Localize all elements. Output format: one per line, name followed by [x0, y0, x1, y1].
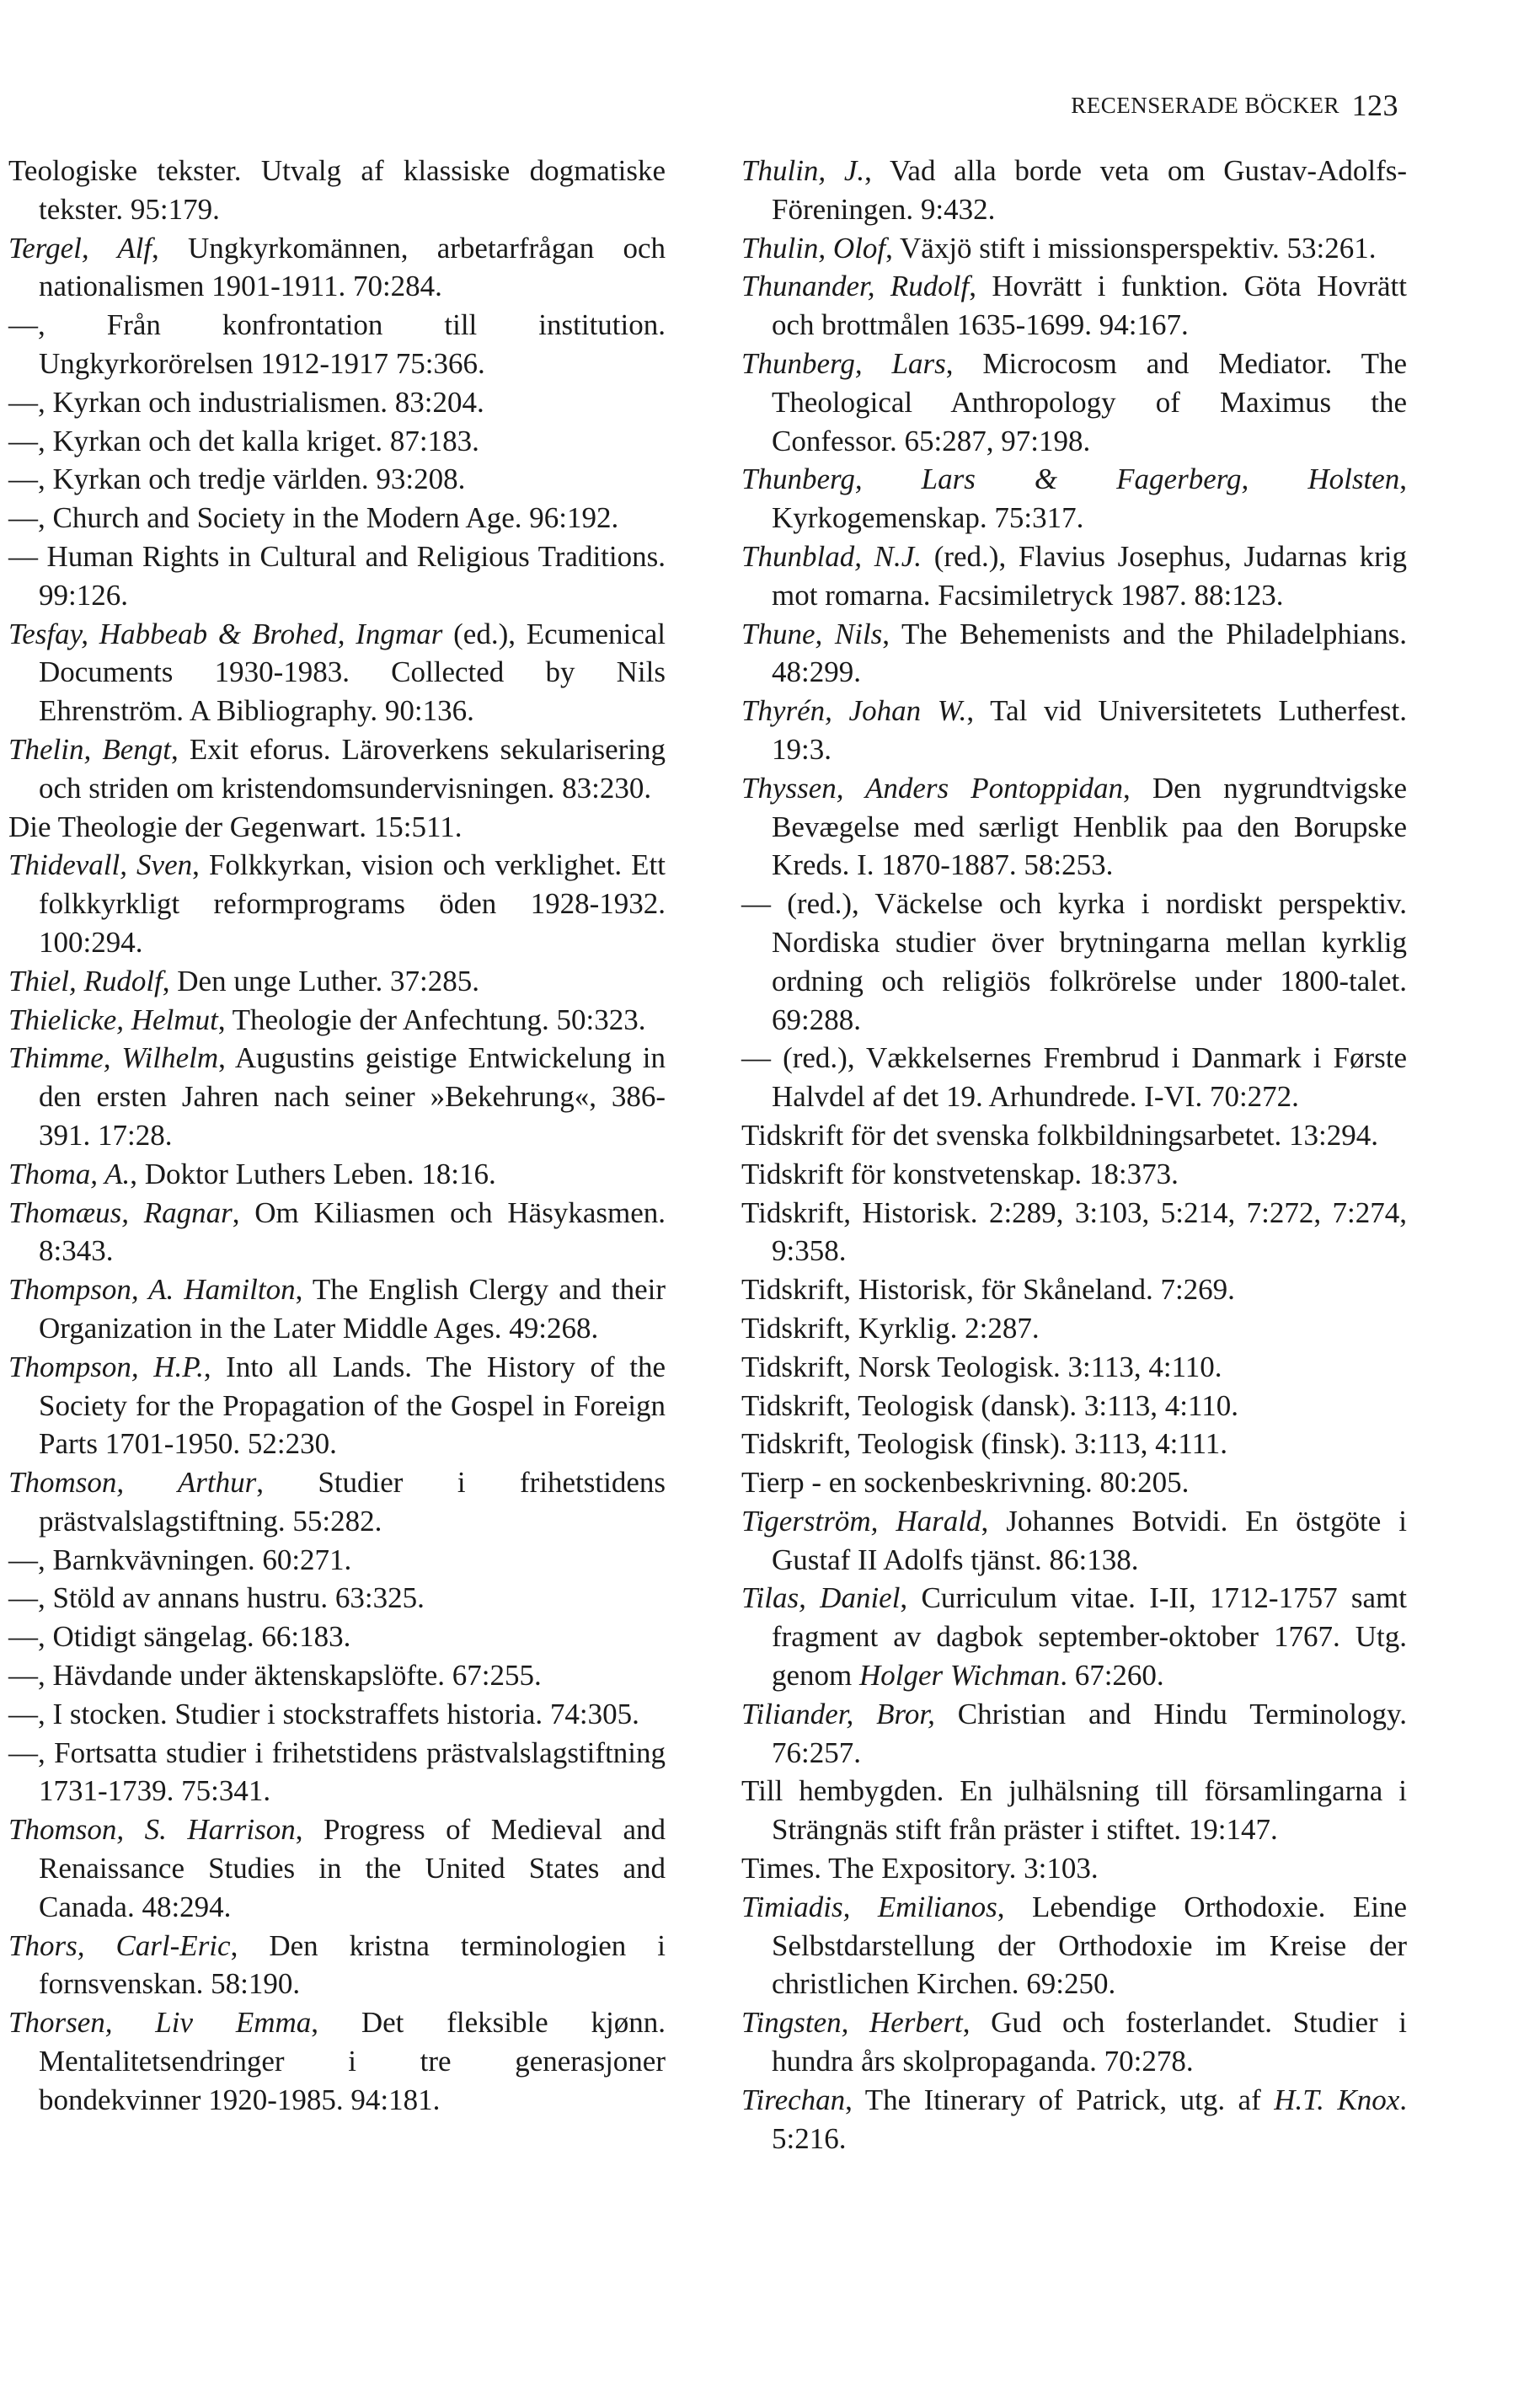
index-entry	[741, 2081, 1407, 2158]
entry-text: —, Kyrkan och det kalla kriget. 87:183.	[8, 424, 479, 457]
index-entry	[741, 1194, 1407, 1271]
entry-text: , Doktor Luthers Leben. 18:16.	[130, 1157, 496, 1190]
index-entry	[8, 499, 666, 537]
entry-author: Thunberg, Lars	[741, 346, 946, 380]
index-entry	[741, 267, 1407, 345]
entry-author: Thune, Nils	[741, 617, 883, 650]
index-entry	[8, 1039, 666, 1154]
index-entry	[8, 1618, 666, 1656]
index-entry	[741, 460, 1407, 537]
index-entry	[741, 692, 1407, 769]
index-entry	[741, 1425, 1407, 1463]
entry-text: —, Kyrkan och tredje världen. 93:208.	[8, 463, 466, 496]
entry-text: Tidskrift, Teologisk (dansk). 3:113, 4:110.	[741, 1388, 1238, 1422]
entry-author: Thulin, Olof	[741, 231, 886, 265]
entry-author: Thielicke, Helmut	[8, 1003, 218, 1036]
entry-author: Thompson, A. Hamilton	[8, 1273, 296, 1307]
entry-text: , Curriculum vitae. I-II, 1712-1757 samt fragment av dagbok september-oktober 1767. Utg. genom	[772, 1581, 1407, 1693]
entry-author: Thidevall, Sven	[8, 848, 193, 882]
entry-author: Thunblad, N.J.	[741, 539, 922, 573]
entry-author: Tigerström, Harald	[741, 1504, 981, 1538]
entry-text: , Folkkyrkan, vision och verklighet. Ett folkkyrkligt reformprograms öden 1928-1932. 100:294.	[39, 848, 666, 959]
entry-text: , The Behemenists and the Philadelphians. 48:299.	[772, 617, 1407, 689]
entry-text: , Gud och fosterlandet. Studier i hundra års skolpropaganda. 70:278.	[772, 2006, 1407, 2078]
entry-author: Thompson, H.P.	[8, 1350, 204, 1383]
index-entry	[741, 769, 1407, 885]
index-entry	[8, 152, 666, 229]
entry-author: Thiel, Rudolf	[8, 964, 163, 997]
entry-text: , Lebendige Orthodoxie. Eine Selbstdarstellung der Orthodoxie im Kreise der christlichen Kirchen. 69:250.	[772, 1890, 1407, 2001]
entry-author: Tergel, Alf	[8, 231, 152, 265]
entry-text: Tidskrift, Historisk. 2:289, 3:103, 5:214, 7:272, 7:274, 9:358.	[741, 1195, 1407, 1268]
entry-text: Teologiske tekster. Utvalg af klassiske dogmatiske tekster. 95:179.	[8, 154, 666, 226]
entry-text: Christian and Hindu Terminology. 76:257.	[772, 1697, 1407, 1769]
entry-text: Tidskrift, Norsk Teologisk. 3:113, 4:110.	[741, 1350, 1222, 1383]
index-entry	[741, 2003, 1407, 2081]
index-entry	[741, 1463, 1407, 1502]
entry-author: Thyssen, Anders Pontoppidan	[741, 771, 1124, 805]
entry-text: , Augustins geistige Entwickelung in den ersten Jahren nach seiner »Bekehrung«, 386-391. 17:28.	[39, 1041, 666, 1152]
entry-author: Thomson, Arthur	[8, 1466, 257, 1500]
entry-text: , Hovrätt i funktion. Göta Hovrätt och brottmålen 1635-1699. 94:167.	[772, 270, 1407, 342]
index-entry	[8, 1927, 666, 2004]
entry-text: , Vad alla borde veta om Gustav-Adolfs-Föreningen. 9:432.	[772, 154, 1407, 226]
entry-text: Tidskrift, Teologisk (finsk). 3:113, 4:111.	[741, 1427, 1228, 1461]
entry-text: —, Från konfrontation till institution. Ungkyrkorörelsen 1912-1917 75:366.	[8, 308, 666, 380]
index-entry	[741, 1116, 1407, 1155]
entry-author: Thoma, A.	[8, 1157, 131, 1190]
entry-text: —, Kyrkan och industrialismen. 83:204.	[8, 385, 484, 419]
running-title: RECENSERADE BÖCKER	[1071, 93, 1339, 118]
entry-text: , Kyrkogemenskap. 75:317.	[772, 463, 1407, 535]
index-entry	[741, 152, 1407, 229]
index-entry	[8, 615, 666, 730]
index-entry	[741, 885, 1407, 1039]
index-entry	[741, 1348, 1407, 1387]
entry-text: —, Otidigt sängelag. 66:183.	[8, 1620, 351, 1654]
entry-text: , Microcosm and Mediator. The Theological Anthropology of Maximus the Confessor. 65:287, 97:198.	[772, 346, 1408, 457]
entry-text: —, I stocken. Studier i stockstraffets historia. 74:305.	[8, 1697, 639, 1730]
entry-text: , Tal vid Universitetets Lutherfest. 19:3.	[772, 694, 1407, 766]
entry-text: Tidskrift för det svenska folkbildningsarbetet. 13:294.	[741, 1118, 1378, 1152]
index-entry	[8, 1734, 666, 1811]
index-entry	[741, 1695, 1407, 1773]
index-entry	[8, 2003, 666, 2119]
index-entry	[8, 962, 666, 1001]
index-entry	[741, 1387, 1407, 1425]
index-entry	[8, 383, 666, 422]
index-entry	[741, 1849, 1407, 1888]
entry-tail: . 5:216.	[772, 2083, 1407, 2155]
index-entry	[8, 730, 666, 808]
index-entry	[741, 1309, 1407, 1348]
index-entry	[8, 1001, 666, 1040]
entry-text: , Progress of Medieval and Renaissance Studies in the United States and Canada. 48:294.	[39, 1813, 666, 1923]
entry-text: , Ungkyrkomännen, arbetarfrågan och nationalismen 1901-1911. 70:284.	[39, 231, 666, 303]
index-entry	[741, 537, 1407, 615]
entry-text: , Into all Lands. The History of the Society for the Propagation of the Gospel in Foreign Parts 1701-1950. 52:230.	[39, 1350, 666, 1461]
entry-text: (ed.), Ecumenical Documents 1930-1983. Collected by Nils Ehrenström. A Bibliography. 90:136.	[39, 617, 666, 728]
entry-author: Timiadis, Emilianos	[741, 1890, 997, 1923]
entry-author: Thunander, Rudolf	[741, 270, 970, 303]
index-entry	[8, 1463, 666, 1541]
index-entry	[8, 306, 666, 383]
entry-author: Tiliander, Bror,	[741, 1697, 935, 1730]
entry-text: Die Theologie der Gegenwart. 15:511.	[8, 810, 463, 843]
index-entry	[741, 1270, 1407, 1309]
entry-editor: Holger Wichman	[859, 1659, 1061, 1693]
entry-text: (red.), Flavius Josephus, Judarnas krig mot romarna. Facsimiletryck 1987. 88:123.	[772, 539, 1408, 612]
entry-author: Thyrén, Johan W.	[741, 694, 967, 728]
entry-text: , Växjö stift i missionsperspektiv. 53:261.	[885, 231, 1377, 265]
index-entry	[8, 846, 666, 961]
left-column	[8, 152, 666, 2120]
page-number: 123	[1351, 88, 1398, 122]
entry-author: Thimme, Wilhelm	[8, 1041, 219, 1075]
entry-text: Tidskrift för konstvetenskap. 18:373.	[741, 1157, 1179, 1190]
entry-text: — (red.), Vækkelsernes Frembrud i Danmark i Første Halvdel af det 19. Arhundrede. I-VI. 70:272.	[741, 1041, 1407, 1114]
entry-text: , Om Kiliasmen och Häsykasmen. 8:343.	[39, 1195, 666, 1268]
entry-text: , The English Clergy and their Organization in the Later Middle Ages. 49:268.	[39, 1273, 666, 1345]
index-entry	[8, 1348, 666, 1463]
entry-text: , Den nygrundtvigske Bevægelse med særligt Henblik paa den Borupske Kreds. I. 1870-1887. 58:253.	[772, 771, 1407, 882]
index-entry	[8, 1270, 666, 1348]
index-entry	[741, 1888, 1407, 2003]
entry-editor: H.T. Knox	[1274, 2083, 1400, 2116]
entry-author: Thomson, S. Harrison	[8, 1813, 296, 1847]
entry-text: — (red.), Väckelse och kyrka i nordiskt perspektiv. Nordiska studier över brytningarna mellan kyrklig ordning och religiös folkrörelse under 1800-talet. 69:288.	[741, 887, 1407, 1036]
entry-author: Thomæus, Ragnar	[8, 1195, 233, 1229]
entry-text: , Studier i frihetstidens prästvalslagstiftning. 55:282.	[39, 1466, 666, 1538]
index-entry	[8, 460, 666, 499]
entry-tail: . 67:260.	[1060, 1659, 1164, 1693]
entry-author: Thorsen, Liv Emma	[8, 2006, 312, 2040]
index-entry	[8, 1541, 666, 1580]
entry-author: Thulin, J.	[741, 154, 865, 187]
entry-text: , The Itinerary of Patrick, utg. af	[845, 2083, 1275, 2116]
entry-text: , Exit eforus. Läroverkens sekularisering och striden om kristendomsundervisningen. 83:230.	[39, 732, 666, 805]
index-entry	[741, 615, 1407, 693]
entry-author: Tilas, Daniel	[741, 1581, 901, 1615]
entry-text: , Den unge Luther. 37:285.	[162, 964, 479, 997]
index-entry	[741, 345, 1407, 460]
entry-text: —, Fortsatta studier i frihetstidens prästvalslagstiftning 1731-1739. 75:341.	[8, 1735, 666, 1808]
entry-text: Till hembygden. En julhälsning till församlingarna i Strängnäs stift från präster i stiftet. 19:147.	[741, 1774, 1407, 1847]
entry-author: Thunberg, Lars & Fagerberg, Holsten	[741, 463, 1400, 496]
index-entry	[8, 808, 666, 847]
entry-author: Tesfay, Habbeab & Brohed, Ingmar	[8, 617, 443, 650]
entry-author: Tirechan	[741, 2083, 846, 2116]
entry-text: Times. The Expository. 3:103.	[741, 1852, 1099, 1885]
entry-author: Thelin, Bengt	[8, 732, 171, 766]
entry-text: —, Church and Society in the Modern Age. 96:192.	[8, 501, 619, 535]
index-entry	[8, 1695, 666, 1734]
index-entry	[741, 1579, 1407, 1694]
index-entry	[8, 229, 666, 307]
entry-text: —, Barnkvävningen. 60:271.	[8, 1543, 352, 1576]
entry-text: , Johannes Botvidi. En östgöte i Gustaf II Adolfs tjänst. 86:138.	[772, 1504, 1407, 1576]
entry-text: — Human Rights in Cultural and Religious Traditions. 99:126.	[8, 539, 666, 612]
index-entry	[8, 537, 666, 615]
entry-text: , Den kristna terminologien i fornsvenskan. 58:190.	[39, 1928, 666, 2001]
index-entry	[741, 1039, 1407, 1116]
index-entry	[741, 1155, 1407, 1194]
entry-text: , Theologie der Anfechtung. 50:323.	[217, 1003, 646, 1036]
entry-author: Tingsten, Herbert	[741, 2006, 963, 2040]
entry-text: —, Hävdande under äktenskapslöfte. 67:255.	[8, 1659, 542, 1693]
entry-text: Tierp - en sockenbeskrivning. 80:205.	[741, 1466, 1190, 1500]
entry-text: —, Stöld av annans hustru. 63:325.	[8, 1581, 425, 1615]
index-entry	[8, 1656, 666, 1695]
index-entry	[8, 1810, 666, 1926]
index-entry	[741, 1502, 1407, 1580]
right-column	[741, 152, 1407, 2158]
entry-author: Thors, Carl-Eric	[8, 1928, 231, 1962]
entry-text: Tidskrift, Historisk, för Skåneland. 7:269.	[741, 1273, 1235, 1307]
index-entry	[8, 1155, 666, 1194]
index-entry	[741, 229, 1407, 268]
entry-text: Tidskrift, Kyrklig. 2:287.	[741, 1311, 1040, 1345]
index-entry	[8, 1194, 666, 1271]
index-entry	[8, 1579, 666, 1618]
entry-text: , Det fleksible kjønn. Mentalitetsendringer i tre generasjoner bondekvinner 1920-1985. 94:181.	[39, 2006, 666, 2116]
index-entry	[741, 1772, 1407, 1849]
index-entry	[8, 422, 666, 461]
